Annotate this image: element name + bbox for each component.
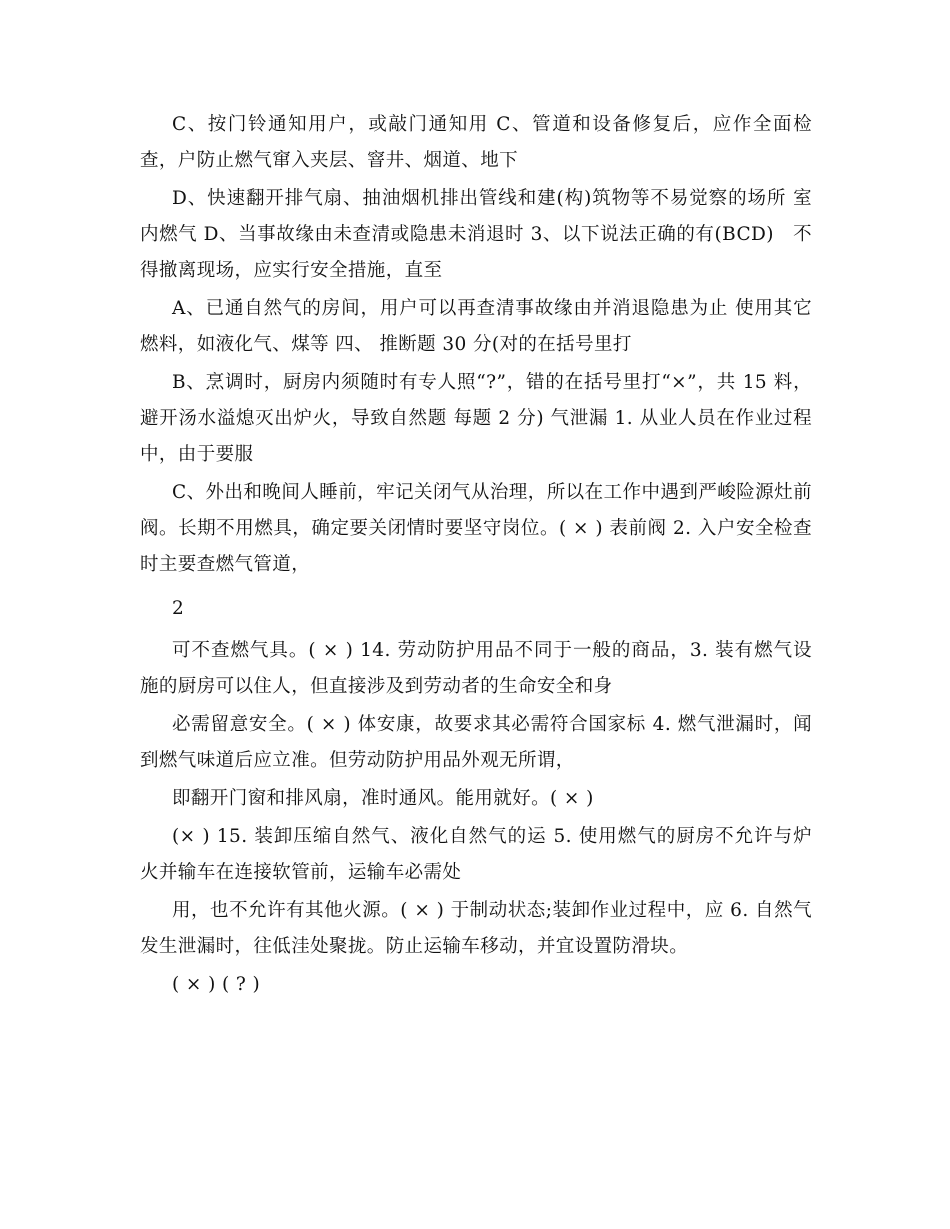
document-body <box>140 107 812 1005</box>
paragraph-6: 可不查燃气具。( × ) 14. 劳动防护用品不同于一般的商品，3. 装有燃气设施的厨房可以住人，但直接涉及到劳动者的生命安全和身 <box>140 640 812 697</box>
paragraph-4: B、烹调时，厨房内须随时有专人照“?”，错的在括号里打“×”，共 15 料，避开汤水溢熄灭出炉火，导致自然题 每题 2 分) 气泄漏 1. 从业人员在作业过程中，由于要服 <box>140 372 812 465</box>
paragraph-5: C、外出和晚间人睡前，牢记关闭气从治理，所以在工作中遇到严峻险源灶前阀。长期不用燃具，确定要关闭情时要坚守岗位。( × ) 表前阀 2. 入户安全检查时主要查燃气管道， <box>140 482 812 575</box>
paragraph-11: ( × ) ( ? ) <box>172 974 261 995</box>
paragraph-8: 即翻开门窗和排风扇，准时通风。能用就好。( × ) <box>172 788 594 809</box>
page-number: 2 <box>172 598 184 619</box>
paragraph-10: 用，也不允许有其他火源。( × ) 于制动状态;装卸作业过程中，应 6. 自然气发生泄漏时，往低洼处聚拢。防止运输车移动，并宜设置防滑块。 <box>140 900 812 957</box>
paragraph-9: (× ) 15. 装卸压缩自然气、液化自然气的运 5. 使用燃气的厨房不允许与炉火并输车在连接软管前，运输车必需处 <box>140 826 812 883</box>
paragraph-2: D、快速翻开排气扇、抽油烟机排出管线和建(构)筑物等不易觉察的场所 室内燃气 D、当事故缘由未查清或隐患未消退时 3、以下说法正确的有(BCD) 不得撤离现场，应实行安全措施，直至 <box>140 188 812 281</box>
paragraph-1: C、按门铃通知用户，或敲门通知用 C、管道和设备修复后，应作全面检查，户防止燃气窜入夹层、窨井、烟道、地下 <box>140 114 812 171</box>
paragraph-7: 必需留意安全。( × ) 体安康，故要求其必需符合国家标 4. 燃气泄漏时，闻到燃气味道后应立准。但劳动防护用品外观无所谓， <box>140 714 812 771</box>
paragraph-3: A、已通自然气的房间，用户可以再查清事故缘由并消退隐患为止 使用其它燃料，如液化气、煤等 四、 推断题 30 分(对的在括号里打 <box>140 298 812 355</box>
